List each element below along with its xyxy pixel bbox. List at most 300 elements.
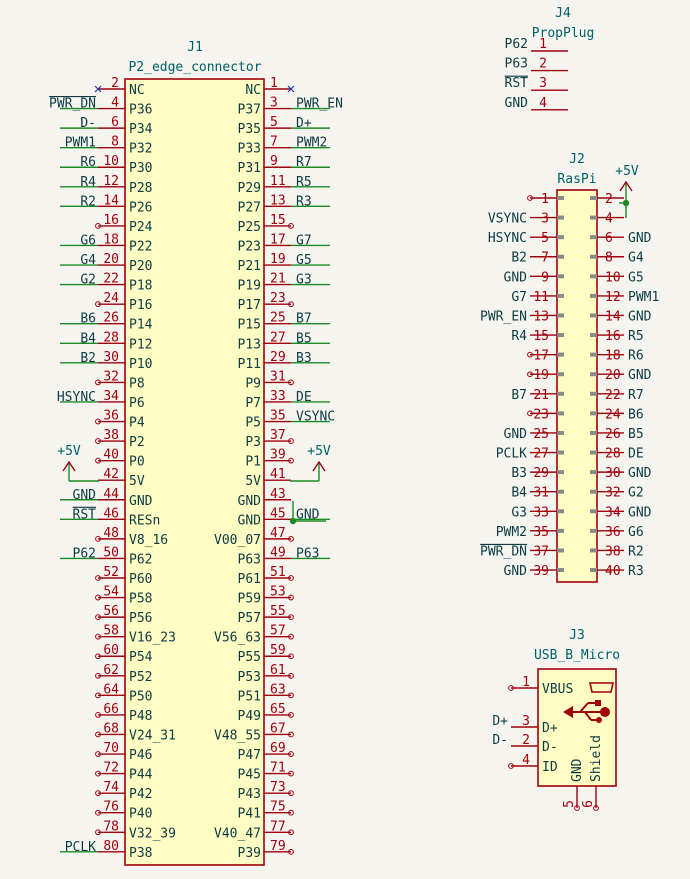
pin-number: 37 [533,544,549,560]
pin-name: P22 [129,239,153,255]
j2-pin-8 [590,251,644,266]
pin-socket [557,333,564,337]
pin-number: 20 [103,252,119,268]
pin-name: P20 [129,259,153,275]
pin-name: P39 [237,845,261,861]
j2-pin-18 [590,349,644,364]
pin-name: P61 [237,572,261,587]
pin-name: P13 [237,337,261,353]
j2-pin-11 [511,290,564,305]
pin-socket [557,235,564,239]
pin-socket [557,392,564,396]
pin-socket [557,196,564,200]
pin-name: P17 [237,298,261,314]
pin-name: P32 [129,141,153,157]
j2-pin-31 [511,486,564,501]
net-label: D+ [492,714,508,729]
pin-number: 1 [270,76,278,91]
pin-number: 17 [533,348,549,364]
pin-number: 45 [270,506,286,522]
pin-name: RESn [129,513,161,529]
net-label: G2 [628,485,644,501]
pin-name: V32_39 [129,826,176,842]
pin-number: 7 [541,250,549,266]
pin-number: 39 [533,564,549,580]
j2-pin-6 [590,231,652,246]
pin-number: 52 [103,565,119,580]
net-label: GND [504,95,528,111]
pin-name: V8_16 [129,532,169,548]
pin-socket [557,490,564,494]
pin-number: 33 [533,505,549,521]
pin-number: 65 [270,701,286,717]
pin-number: 11 [533,289,549,305]
pin-number: 8 [111,134,119,150]
j2-pin-16 [590,329,644,344]
pin-number: 16 [103,212,119,228]
pin-number: 76 [103,799,119,815]
pin-number: 28 [103,330,119,346]
pin-number: 3 [522,714,530,729]
pin-number: 20 [605,368,621,384]
net-label: G3 [296,272,312,288]
pin-name: P41 [237,806,261,822]
pin-name: P55 [237,650,261,666]
pin-number: 2 [111,76,119,91]
pin-socket [590,255,597,259]
pin-number: 53 [270,584,286,600]
pin-name: P0 [129,454,145,470]
pin-name: P40 [129,806,153,822]
pin-name: 5V [245,474,261,490]
pin-name: P23 [237,239,261,255]
pin-socket [557,274,564,278]
net-label: G7 [296,233,312,249]
pin-number: 23 [533,407,549,423]
pin-name: P18 [129,278,153,294]
j4-pin-3 [505,76,568,91]
j2-pin-36 [590,525,644,540]
pin-number: 51 [270,565,286,580]
pin-number: 49 [270,545,286,561]
pin-number: 4 [605,211,613,227]
pin-number: 34 [103,388,119,404]
junction-dot [290,518,296,524]
pin-number: 30 [605,466,621,482]
pin-number: 63 [270,682,286,698]
pin-number: 24 [103,291,119,307]
j2-pin-27 [496,447,564,462]
net-label: GND [72,487,96,503]
j1-power-right-label: +5V [307,444,331,459]
pin-name: P11 [237,356,261,372]
pin-number: 28 [605,446,621,462]
pin-socket [590,372,597,376]
pin-name: P8 [129,376,145,392]
j2-pin-26 [590,427,644,442]
net-label: PWM1 [628,289,660,305]
pin-number: 29 [533,466,549,482]
pin-number: 4 [539,95,547,111]
pin-number: 19 [270,252,286,268]
pin-number: 43 [270,486,286,502]
pin-number: 7 [270,134,278,150]
pin-number: 9 [270,154,278,170]
net-label: R3 [628,564,644,580]
pin-name: V56_63 [214,630,261,646]
pin-socket [590,411,597,415]
pin-number: 15 [533,329,549,345]
pin-number: 25 [533,426,549,442]
pin-name: P16 [129,298,153,314]
j2-power [615,164,639,218]
junction-dot [623,200,629,206]
pin-name: P2 [129,435,145,451]
pin-number: 57 [270,623,286,639]
pin-number: 27 [533,446,549,462]
pin-socket [590,470,597,474]
net-label: PWM2 [296,135,328,151]
pin-number: 69 [270,741,286,757]
j1-reference: J1 [187,40,203,55]
pin-name: P28 [129,180,153,196]
net-label: PCLK [64,839,96,855]
pin-name: P50 [129,689,153,705]
pin-number: 12 [605,289,621,305]
pin-socket [557,431,564,435]
net-label: G7 [511,289,527,305]
pin-socket [557,568,564,572]
pin-number: 17 [270,232,286,248]
j2-pin-14 [590,309,652,324]
pin-name: V48_55 [214,728,261,744]
pin-number: 32 [605,485,621,501]
pin-number: 3 [539,76,547,92]
net-label: PWR_DN [480,544,527,560]
pin-number: 78 [103,819,119,835]
pin-number: 42 [103,467,119,483]
pin-number: 13 [270,193,286,209]
pin-name: P43 [237,787,261,803]
pin-socket [557,372,564,376]
pin-socket [590,451,597,455]
pin-name: D+ [542,721,558,736]
pin-socket [590,294,597,298]
pin-name: P3 [245,435,261,451]
pin-name: P31 [237,161,261,177]
pin-number: 18 [605,348,621,364]
pin-name: Shield [589,735,604,782]
net-label: P63 [504,56,528,72]
j3-value: USB_B_Micro [533,648,621,663]
pin-number: 38 [103,428,119,444]
pin-number: 38 [605,544,621,560]
pin-name: ID [542,760,558,775]
pin-socket [590,529,597,533]
pin-name: V40_47 [214,826,261,842]
pin-number: 35 [533,524,549,540]
pin-name: P12 [129,337,153,353]
pin-number: 8 [605,250,613,266]
j2-pin-30 [590,466,652,481]
pin-number: 2 [539,56,547,72]
net-label: B6 [80,311,96,327]
j2-pin-37 [480,544,564,559]
net-label: R6 [80,155,96,171]
pin-name: P26 [129,200,153,216]
pin-name: P35 [237,122,261,138]
net-label: B2 [80,350,96,366]
pin-socket [557,294,564,298]
j4-value: PropPlug [531,26,595,41]
pin-socket [590,548,597,552]
pin-number: 75 [270,799,286,815]
net-label: GND [503,564,527,580]
j2-pin-24 [590,407,644,422]
j2-pin-33 [511,505,564,520]
pin-name: P52 [129,669,153,685]
pin-number: 37 [270,428,286,444]
pin-name: P57 [237,611,261,627]
net-label: RST [504,76,528,92]
net-label: VSYNC [487,211,527,227]
pin-name: P62 [129,552,153,568]
j4-pin-4 [505,96,568,111]
pin-number: 6 [581,800,596,808]
pin-socket [590,333,597,337]
pin-socket [590,392,597,396]
net-label: R2 [628,544,644,560]
net-label: B3 [296,350,312,366]
net-label: DE [296,389,312,405]
pin-name: V24_31 [129,728,176,744]
net-label: B7 [511,387,527,403]
j4-pin-2 [505,57,568,72]
pin-socket [590,431,597,435]
pin-name: P58 [129,591,153,607]
pin-name: V00_07 [214,532,261,548]
net-label: PCLK [495,446,527,462]
pin-name: GND [237,493,261,509]
net-label: HSYNC [56,389,96,405]
j2-reference: J2 [569,152,585,167]
pin-name: P34 [129,122,153,138]
net-label: R3 [296,194,312,210]
pin-number: 68 [103,721,119,737]
pin-number: 1 [522,675,530,690]
pin-name: P9 [245,376,261,392]
pin-name: P21 [237,259,261,275]
net-label: GND [628,505,652,521]
j2-pin-40 [590,564,644,579]
net-label: HSYNC [487,231,527,247]
j2-pin-39 [504,564,564,579]
j1-power-right [290,444,331,481]
net-label: D- [492,733,508,748]
pin-number: 24 [605,407,621,423]
pin-number: 4 [111,95,119,111]
pin-name: NC [245,83,261,98]
net-label: PWM1 [64,135,96,151]
pin-socket [557,353,564,357]
pin-number: 79 [270,838,286,854]
pin-number: 66 [103,701,119,717]
pin-number: 35 [270,408,286,424]
net-label: B5 [628,426,644,442]
pin-number: 54 [103,584,119,600]
net-label: B4 [80,331,96,347]
pin-name: P54 [129,650,153,666]
pin-name: P47 [237,748,261,764]
net-label: D+ [296,116,312,132]
pin-name: P6 [129,395,145,411]
pin-name: P37 [237,102,261,118]
net-label: R7 [628,387,644,403]
pin-number: 1 [539,37,547,52]
j1-value: P2_edge_connector [128,60,262,75]
pin-number: 2 [605,192,613,207]
pin-name: P60 [129,572,153,587]
pin-name: P25 [237,219,261,235]
net-label: GND [628,231,652,247]
pin-socket [590,216,597,220]
pin-number: 77 [270,819,286,835]
pin-number: 50 [103,545,119,561]
j2-pin-28 [590,447,644,462]
pin-number: 2 [522,733,530,748]
pin-number: 25 [270,310,286,326]
pin-number: 32 [103,369,119,385]
net-label: R5 [628,329,644,345]
pin-number: 41 [270,467,286,483]
net-label: GND [628,368,652,384]
j3-reference: J3 [569,628,585,643]
net-label: G2 [80,272,96,288]
j2-pin-21 [511,388,564,403]
pin-name: P15 [237,317,261,333]
pin-number: 4 [522,753,530,768]
net-label: GND [628,309,652,325]
j2-pin-5 [488,231,564,246]
pin-name: D- [542,740,558,755]
j2-power-label: +5V [615,164,639,179]
pin-name: GND [570,758,585,782]
j2-pin-34 [590,505,652,520]
pin-socket [557,255,564,259]
pin-number: 34 [605,505,621,521]
pin-number: 15 [270,212,286,228]
j2-pin-25 [504,427,564,442]
pin-number: 22 [103,271,119,287]
net-label: B7 [296,311,312,327]
pin-socket [557,509,564,513]
pin-number: 14 [605,309,621,325]
pin-number: 19 [533,368,549,384]
net-label: B4 [511,485,527,501]
pin-number: 62 [103,662,119,678]
pin-number: 26 [103,310,119,326]
pin-name: P19 [237,278,261,294]
pin-number: 40 [103,447,119,463]
pin-number: 46 [103,506,119,522]
j2-pin-32 [590,486,644,501]
pin-name: P27 [237,200,261,216]
pin-number: 70 [103,741,119,757]
net-label: GND [296,507,320,523]
pin-number: 31 [270,369,286,385]
pin-number: 48 [103,525,119,541]
pin-number: 10 [605,270,621,286]
pin-number: 72 [103,760,119,776]
net-label: PWR_DN [49,96,96,112]
j2-pin-3 [488,212,564,227]
pin-number: 26 [605,426,621,442]
pin-name: P46 [129,748,153,764]
net-label: R4 [80,174,96,190]
pin-number: 5 [541,231,549,247]
net-label: VSYNC [296,409,336,425]
net-label: GND [503,426,527,442]
pin-name: P10 [129,356,153,372]
j4-reference: J4 [555,6,571,21]
net-label: PWR_EN [296,96,343,112]
pin-name: P49 [237,708,261,724]
net-label: DE [628,446,644,462]
pin-number: 80 [103,838,119,854]
pin-socket [557,529,564,533]
net-label: R2 [80,194,96,210]
net-label: B2 [511,250,527,266]
net-label: B5 [296,331,312,347]
j2-body [557,190,597,582]
pin-number: 3 [270,95,278,111]
j2-pin-38 [590,544,644,559]
pin-number: 60 [103,643,119,659]
pin-name: V16_23 [129,630,176,646]
pin-name: P7 [245,395,261,411]
pin-socket [557,451,564,455]
pin-name: P33 [237,141,261,157]
net-label: G6 [80,233,96,249]
net-label: GND [503,270,527,286]
pin-name: 5V [129,474,145,490]
pin-number: 30 [103,349,119,365]
pin-socket [557,411,564,415]
pin-name: P56 [129,611,153,627]
pin-name: P48 [129,708,153,724]
j2-pin-13 [480,309,564,324]
pin-number: 9 [541,270,549,286]
pin-number: 33 [270,388,286,404]
pin-socket [557,216,564,220]
net-label: G3 [511,505,527,521]
pin-name: P4 [129,415,145,431]
pin-number: 71 [270,760,286,776]
net-label: PWM2 [495,524,527,540]
net-label: R7 [296,155,312,171]
net-label: R4 [511,329,527,345]
net-label: P63 [296,546,320,562]
j2-pin-29 [511,466,564,481]
pin-socket [590,509,597,513]
pin-number: 11 [270,173,286,189]
j2-pin-9 [504,270,564,285]
pin-name: NC [129,83,145,98]
pin-number: 18 [103,232,119,248]
pin-socket [557,548,564,552]
pin-name: P24 [129,219,153,235]
pin-socket [590,353,597,357]
